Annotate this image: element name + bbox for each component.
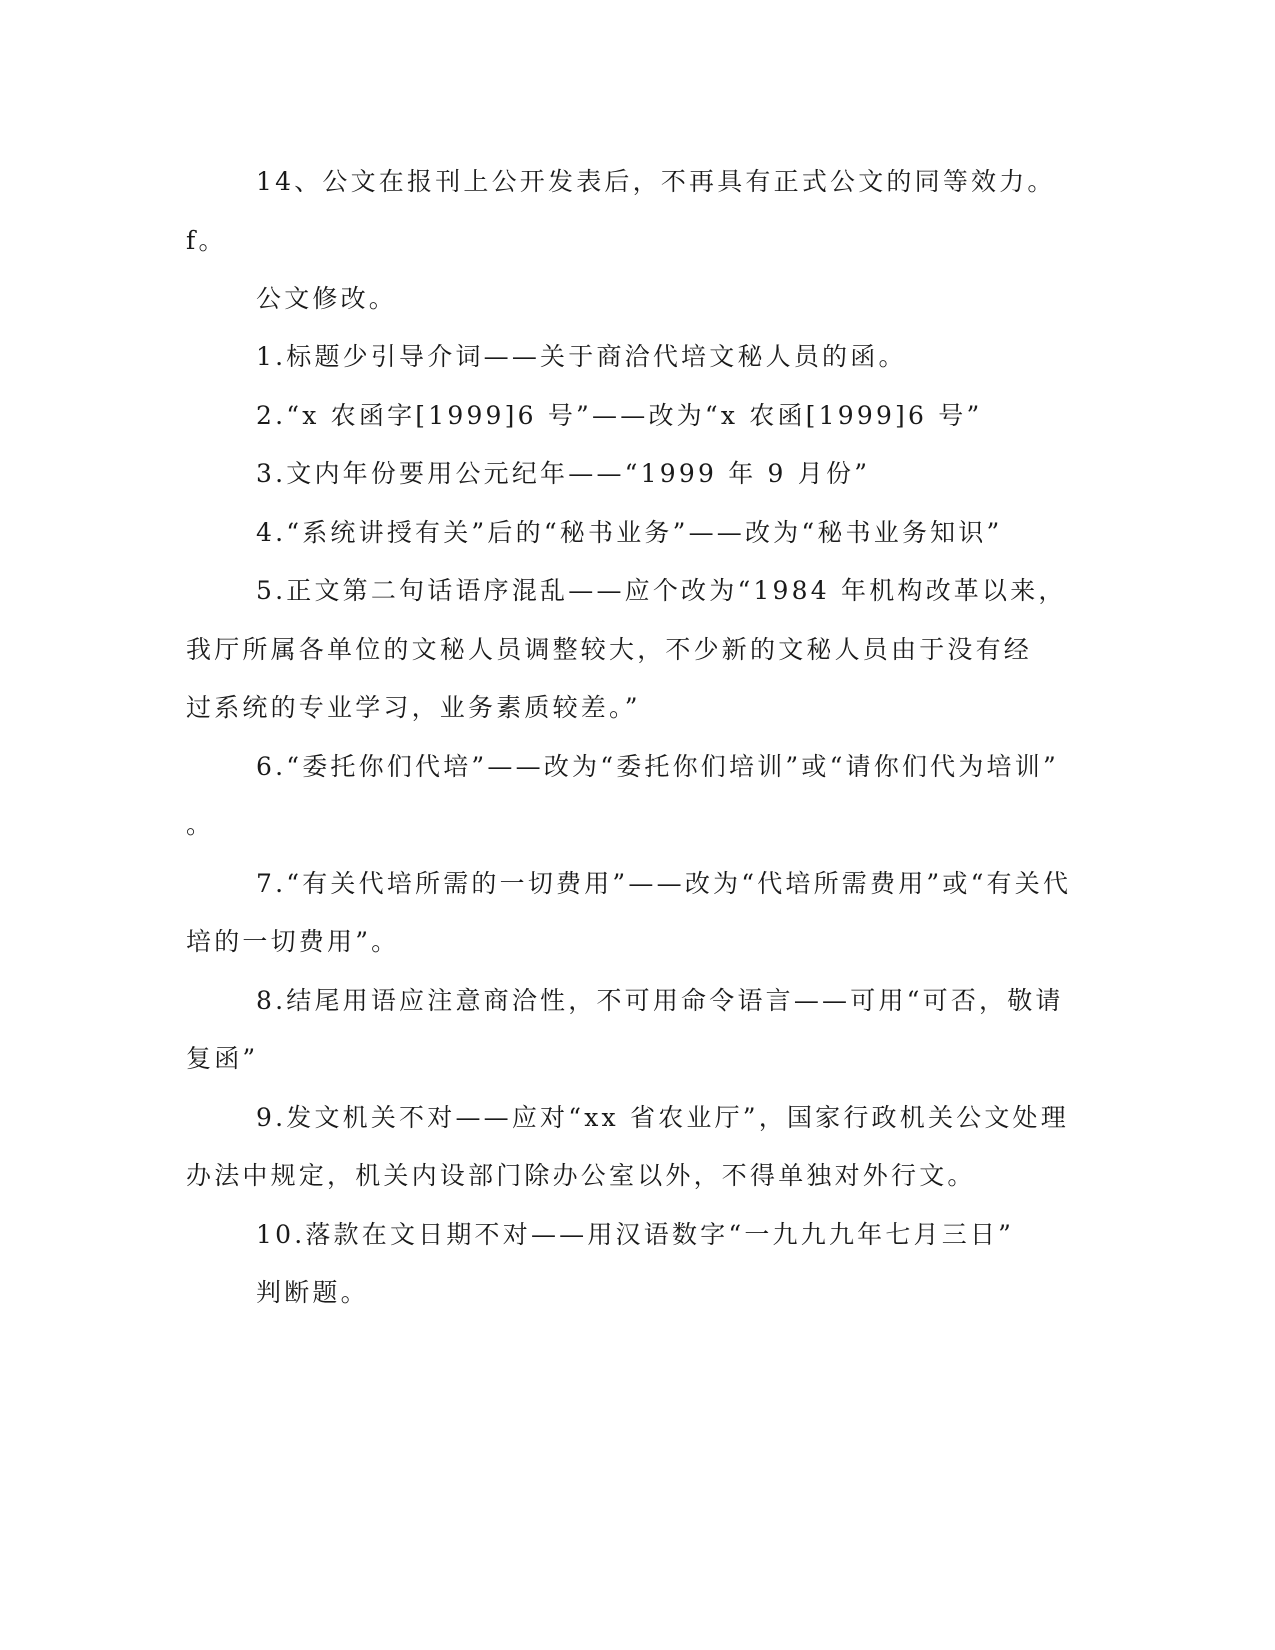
paragraph-line: 3.文内年份要用公元纪年——“1999 年 9 月份” <box>256 459 871 488</box>
section-heading: 公文修改。 <box>256 284 398 313</box>
paragraph-line: 14、公文在报刊上公开发表后，不再具有正式公文的同等效力。 <box>256 167 1056 196</box>
paragraph-line: 复函” <box>186 1044 259 1073</box>
paragraph-line: 1.标题少引导介词——关于商洽代培文秘人员的函。 <box>256 342 907 371</box>
paragraph-line: 我厅所属各单位的文秘人员调整较大，不少新的文秘人员由于没有经 <box>186 635 1033 664</box>
paragraph-line: 10.落款在文日期不对——用汉语数字“一九九九年七月三日” <box>256 1220 1015 1249</box>
paragraph-line: 2.“x 农函字[1999]6 号”——改为“x 农函[1999]6 号” <box>256 401 983 430</box>
paragraph-line: 。 <box>186 810 215 839</box>
paragraph-line: 8.结尾用语应注意商洽性，不可用命令语言——可用“可否，敬请 <box>256 986 1064 1015</box>
paragraph-line: 7.“有关代培所需的一切费用”——改为“代培所需费用”或“有关代 <box>256 869 1072 898</box>
paragraph-line: 6.“委托你们代培”——改为“委托你们培训”或“请你们代为培训” <box>256 752 1059 781</box>
paragraph-line: 过系统的专业学习，业务素质较差。” <box>186 693 641 722</box>
paragraph-line: f。 <box>186 226 227 255</box>
paragraph-line: 5.正文第二句话语序混乱——应个改为“1984 年机构改革以来， <box>256 576 1067 605</box>
paragraph-line: 9.发文机关不对——应对“xx 省农业厅”，国家行政机关公文处理 <box>256 1103 1069 1132</box>
section-heading: 判断题。 <box>256 1278 369 1307</box>
paragraph-line: 4.“系统讲授有关”后的“秘书业务”——改为“秘书业务知识” <box>256 518 1003 547</box>
paragraph-line: 培的一切费用”。 <box>186 927 400 956</box>
paragraph-line: 办法中规定，机关内设部门除办公室以外，不得单独对外行文。 <box>186 1161 976 1190</box>
